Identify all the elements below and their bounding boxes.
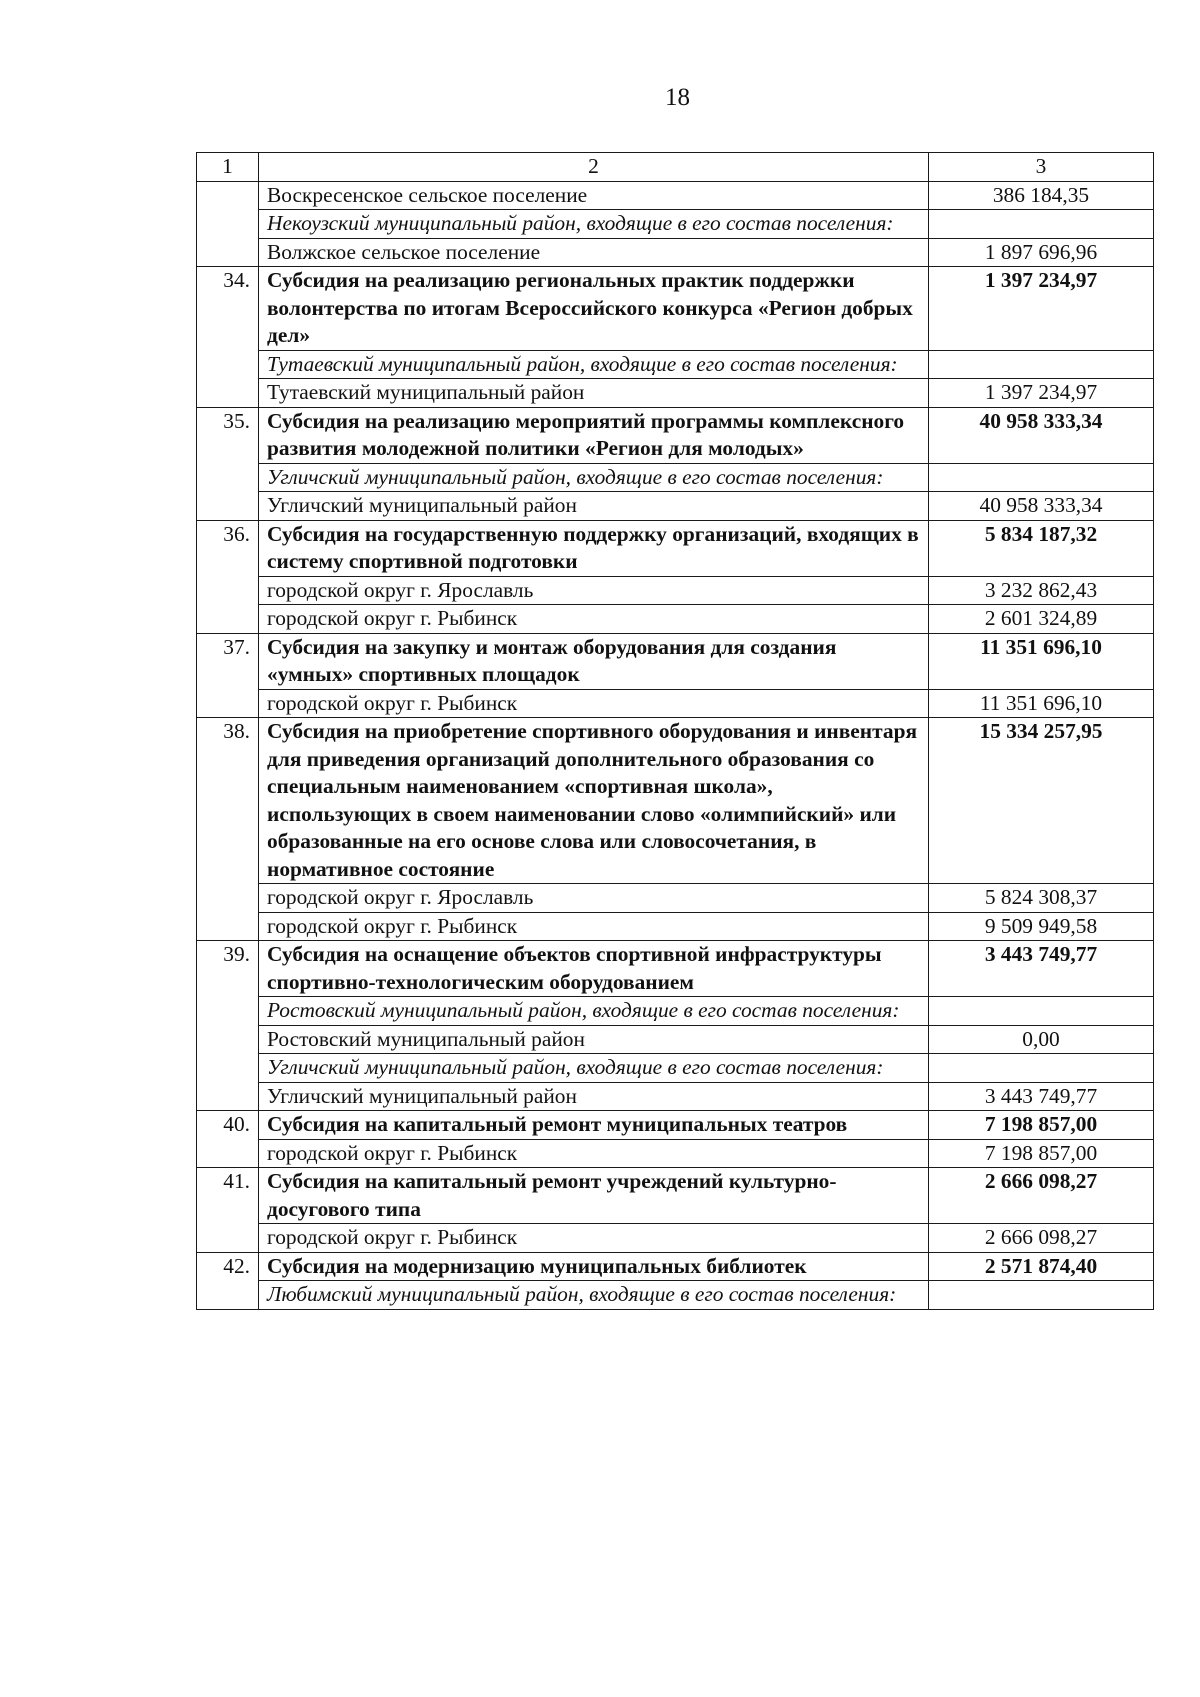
table-row: [197, 210, 1154, 239]
amount: [929, 463, 1154, 492]
header-col-3: 3: [929, 153, 1154, 182]
amount: [929, 1281, 1154, 1310]
subsidy-table: [196, 152, 1154, 1310]
district-heading: Любимский муниципальный район, входящие в его состав поселения:: [259, 1281, 929, 1310]
recipient-name: Тутаевский муниципальный район: [259, 379, 929, 408]
section-total: 5 834 187,32: [929, 520, 1154, 576]
amount: 3 232 862,43: [929, 576, 1154, 605]
recipient-name: Угличский муниципальный район: [259, 1082, 929, 1111]
table-row: [197, 997, 1154, 1026]
recipient-name: городской округ г. Ярославль: [259, 884, 929, 913]
item-number: 42.: [197, 1252, 259, 1309]
item-number: 34.: [197, 267, 259, 408]
table-row: [197, 689, 1154, 718]
table-row: [197, 379, 1154, 408]
section-total: 1 397 234,97: [929, 267, 1154, 351]
section-title-row: [197, 1111, 1154, 1140]
section-total: 11 351 696,10: [929, 633, 1154, 689]
section-title: Субсидия на реализацию мероприятий программы комплексного развития молодежной политики «Регион для молодых»: [259, 407, 929, 463]
item-number: 35.: [197, 407, 259, 520]
amount: 0,00: [929, 1025, 1154, 1054]
table-row: [197, 238, 1154, 267]
amount: 2 666 098,27: [929, 1224, 1154, 1253]
header-col-2: 2: [259, 153, 929, 182]
section-title-row: [197, 407, 1154, 463]
amount: [929, 210, 1154, 239]
item-number: 36.: [197, 520, 259, 633]
recipient-name: Угличский муниципальный район: [259, 492, 929, 521]
recipient-name: городской округ г. Рыбинск: [259, 1139, 929, 1168]
amount: 9 509 949,58: [929, 912, 1154, 941]
item-number: [197, 181, 259, 267]
section-title: Субсидия на оснащение объектов спортивной инфраструктуры спортивно-технологическим оборудованием: [259, 941, 929, 997]
section-title: Субсидия на закупку и монтаж оборудования для создания «умных» спортивных площадок: [259, 633, 929, 689]
table-row: [197, 884, 1154, 913]
item-number: 39.: [197, 941, 259, 1111]
table-row: [197, 576, 1154, 605]
amount: [929, 1054, 1154, 1083]
section-title-row: [197, 1168, 1154, 1224]
item-number: 41.: [197, 1168, 259, 1253]
section-title-row: [197, 1252, 1154, 1281]
section-title-row: [197, 718, 1154, 884]
amount: 5 824 308,37: [929, 884, 1154, 913]
item-number: 38.: [197, 718, 259, 941]
recipient-name: городской округ г. Ярославль: [259, 576, 929, 605]
recipient-name: городской округ г. Рыбинск: [259, 605, 929, 634]
section-total: 2 666 098,27: [929, 1168, 1154, 1224]
amount: 7 198 857,00: [929, 1139, 1154, 1168]
recipient-name: Волжское сельское поселение: [259, 238, 929, 267]
section-title-row: [197, 267, 1154, 351]
subsidy-table-body: [197, 153, 1154, 1310]
section-total: 15 334 257,95: [929, 718, 1154, 884]
recipient-name: Воскресенское сельское поселение: [259, 181, 929, 210]
section-title: Субсидия на капитальный ремонт муниципальных театров: [259, 1111, 929, 1140]
amount: 3 443 749,77: [929, 1082, 1154, 1111]
section-total: 40 958 333,34: [929, 407, 1154, 463]
section-title: Субсидия на капитальный ремонт учреждений культурно-досугового типа: [259, 1168, 929, 1224]
amount: 11 351 696,10: [929, 689, 1154, 718]
table-row: [197, 1224, 1154, 1253]
section-title-row: [197, 941, 1154, 997]
recipient-name: Ростовский муниципальный район: [259, 1025, 929, 1054]
table-row: [197, 1025, 1154, 1054]
table-row: [197, 492, 1154, 521]
district-heading: Угличский муниципальный район, входящие в его состав поселения:: [259, 463, 929, 492]
section-title: Субсидия на реализацию региональных практик поддержки волонтерства по итогам Всероссийского конкурса «Регион добрых дел»: [259, 267, 929, 351]
recipient-name: городской округ г. Рыбинск: [259, 1224, 929, 1253]
amount: 1 397 234,97: [929, 379, 1154, 408]
amount: 1 897 696,96: [929, 238, 1154, 267]
district-heading: Тутаевский муниципальный район, входящие в его состав поселения:: [259, 350, 929, 379]
district-heading: Ростовский муниципальный район, входящие в его состав поселения:: [259, 997, 929, 1026]
table-row: [197, 350, 1154, 379]
table-row: [197, 1139, 1154, 1168]
header-row: [197, 153, 1154, 182]
item-number: 37.: [197, 633, 259, 718]
amount: [929, 997, 1154, 1026]
section-total: 2 571 874,40: [929, 1252, 1154, 1281]
section-total: 3 443 749,77: [929, 941, 1154, 997]
recipient-name: городской округ г. Рыбинск: [259, 912, 929, 941]
section-title-row: [197, 520, 1154, 576]
table-row: [197, 912, 1154, 941]
section-title: Субсидия на государственную поддержку организаций, входящих в систему спортивной подготовки: [259, 520, 929, 576]
table-row: [197, 1082, 1154, 1111]
district-heading: Угличский муниципальный район, входящие в его состав поселения:: [259, 1054, 929, 1083]
amount: [929, 350, 1154, 379]
item-number: 40.: [197, 1111, 259, 1168]
table-row: [197, 1281, 1154, 1310]
table-row: [197, 463, 1154, 492]
recipient-name: городской округ г. Рыбинск: [259, 689, 929, 718]
section-title: Субсидия на модернизацию муниципальных библиотек: [259, 1252, 929, 1281]
page-number: 18: [665, 84, 690, 111]
table-row: [197, 605, 1154, 634]
table-row: [197, 181, 1154, 210]
section-title: Субсидия на приобретение спортивного оборудования и инвентаря для приведения организаций дополнительного образования со специальным наименованием «спортивная школа», использующих в своем наименовании слово «олимпийский» или образованные на его основе слова или словосочетания, в нормативное состояние: [259, 718, 929, 884]
header-col-1: 1: [197, 153, 259, 182]
section-title-row: [197, 633, 1154, 689]
district-heading: Некоузский муниципальный район, входящие в его состав поселения:: [259, 210, 929, 239]
table-row: [197, 1054, 1154, 1083]
amount: 386 184,35: [929, 181, 1154, 210]
amount: 40 958 333,34: [929, 492, 1154, 521]
amount: 2 601 324,89: [929, 605, 1154, 634]
section-total: 7 198 857,00: [929, 1111, 1154, 1140]
